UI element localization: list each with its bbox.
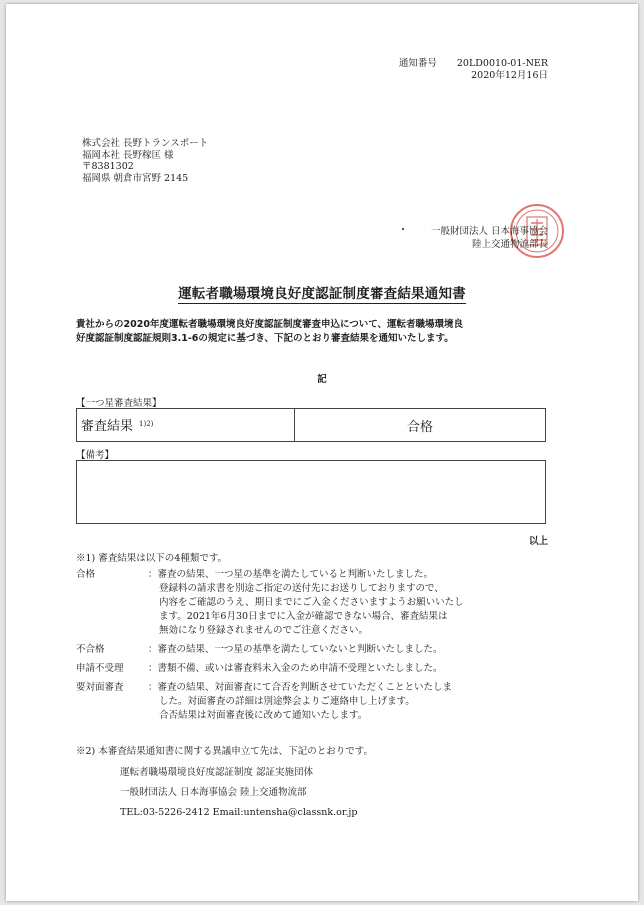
result-value: 合格	[406, 420, 433, 435]
definition-term: 申請不受理	[76, 663, 124, 674]
result-section-label: 【一つ星審査結果】	[76, 398, 162, 409]
contact-line-3: TEL:03-5226-2412 Email:untensha@classnk.or.jp	[120, 807, 358, 818]
definition-term: 合格	[76, 569, 96, 580]
remarks-box	[76, 460, 546, 524]
addressee-block	[82, 138, 208, 184]
result-row-label-cell	[77, 409, 295, 441]
notice-number-row	[399, 58, 548, 70]
addressee-address: 福岡県 朝倉市宮野 2145	[82, 172, 189, 184]
intro-line-1: 貴社からの2020年度運転者職場環境良好度認証制度審査申込について、運転者職場環境良	[76, 319, 464, 330]
addressee-company: 株式会社 長野トランスポート	[82, 138, 209, 149]
contact-line-2: 一般財団法人 日本海事協会 陸上交通物流部	[120, 787, 307, 798]
definitions-list	[76, 568, 556, 728]
definition-term: 不合格	[76, 644, 105, 655]
definition-desc	[148, 568, 556, 638]
closing-ijo: 以上	[528, 536, 548, 547]
notice-header	[399, 58, 548, 82]
definition-desc	[148, 643, 556, 657]
definition-line: ：書類不備、或いは審査料未入金のため申請不受理といたしました。	[148, 663, 443, 674]
addressee-person: 福岡本社 長野稼匡 様	[82, 149, 174, 161]
notice-date: 2020年12月16日	[471, 70, 548, 81]
definition-line: 内容をご確認のうえ、期日までにご入金くださいますようお願いいたし	[159, 597, 464, 608]
document-title	[6, 282, 638, 302]
definition-line: ：審査の結果、一つ星の基準を満たしていないと判断いたしました。	[148, 644, 443, 655]
definition-term: 要対面審査	[76, 682, 124, 693]
issuer-org: 一般財団法人 日本海事協会	[430, 226, 548, 237]
intro-line-2: 好度認証制度認証規則3.1-6の規定に基づき、下記のとおり審査結果を通知いたします。	[76, 333, 454, 344]
intro-paragraph	[76, 318, 566, 346]
note-2: ※2) 本審査結果通知書に関する異議申立て先は、下記のとおりです。	[76, 746, 374, 757]
result-footnote-ref: 1)2)	[139, 420, 154, 428]
definition-line: 無効になり登録されませんのでご注意ください。	[159, 625, 369, 636]
definition-not-accepted	[76, 662, 556, 676]
definition-line: した。対面審査の詳細は別途弊会よりご連絡申し上げます。	[159, 696, 415, 707]
definition-line: ます。2021年6月30日までに入金が確認できない場合、審査結果は	[159, 611, 448, 622]
scan-dot	[402, 228, 404, 230]
definition-desc	[148, 681, 556, 723]
definition-line: ：審査の結果、一つ星の基準を満たしていると判断いたしました。	[148, 569, 434, 580]
addressee-postal: 〒8381302	[82, 161, 134, 172]
contact-block	[120, 763, 357, 823]
definition-pass	[76, 568, 556, 638]
definition-desc	[148, 662, 556, 676]
definition-fail	[76, 643, 556, 657]
ki-marker: 記	[317, 374, 327, 385]
document-page	[6, 4, 638, 901]
result-table	[76, 408, 546, 442]
note-1: ※1) 審査結果は以下の4種類です。	[76, 553, 228, 564]
issuer-dept: 陸上交通物流部長	[471, 239, 548, 250]
remarks-label: 【備考】	[76, 450, 115, 461]
notice-number-label: 通知番号	[398, 58, 437, 69]
notice-number: 20LD0010-01-NER	[456, 58, 548, 69]
document-title-text: 運転者職場環境良好度認証制度審査結果通知書	[178, 286, 466, 302]
issuer-block	[431, 225, 548, 251]
definition-line: ：審査の結果、対面審査にて合否を判断させていただくことといたしま	[148, 682, 453, 693]
contact-line-1: 運転者職場環境良好度認証制度 認証実施団体	[120, 767, 314, 778]
result-row-label: 審査結果	[81, 419, 134, 434]
definition-interview-required	[76, 681, 556, 723]
definition-line: 合否結果は対面審査後に改めて通知いたします。	[159, 710, 368, 721]
definition-line: 登録料の請求書を別途ご指定の送付先にお送りしておりますので、	[159, 583, 444, 594]
